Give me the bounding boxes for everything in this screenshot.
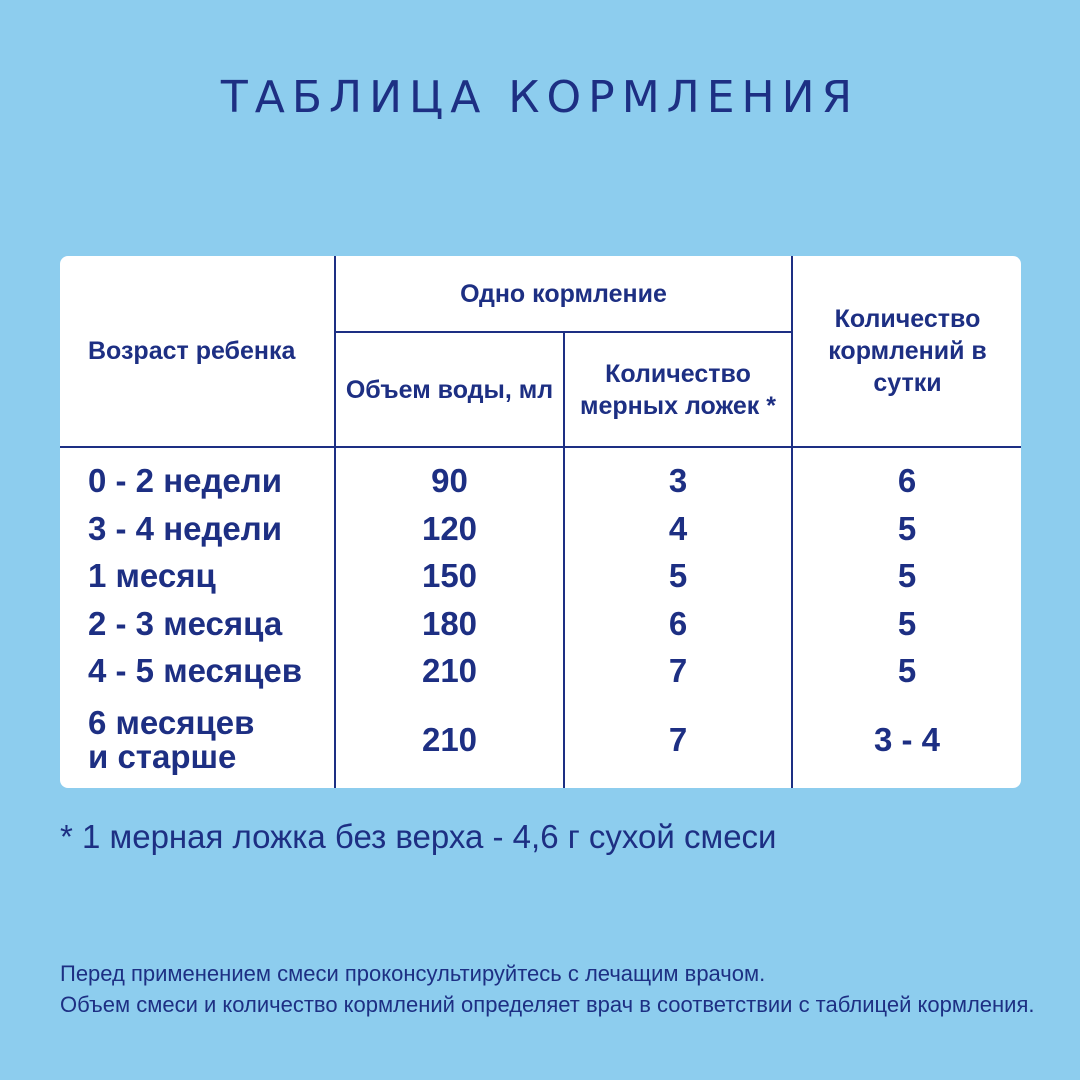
header-one-feeding: Одно кормление	[460, 279, 667, 308]
row-water: 210	[421, 721, 478, 758]
row-per-day: 5	[897, 652, 917, 689]
row-water: 90	[431, 462, 468, 499]
row-per-day: 5	[897, 605, 917, 642]
row-spoons: 7	[668, 652, 688, 689]
footnote: * 1 мерная ложка без верха - 4,6 г сухой смеси	[60, 818, 777, 855]
row-per-day: 3 - 4	[873, 721, 941, 758]
row-per-day: 5	[897, 510, 917, 547]
row-water: 180	[421, 605, 478, 642]
row-per-day: 5	[897, 557, 917, 594]
row-spoons: 3	[668, 462, 688, 499]
row-age: 0 - 2 недели	[88, 462, 283, 499]
disclaimer-line: Объем смеси и количество кормлений определяет врач в соответствии с таблицей кормления.	[60, 992, 1035, 1017]
row-spoons: 4	[668, 510, 688, 547]
header-per-day: Количество кормлений в сутки	[828, 305, 987, 397]
row-age: 3 - 4 недели	[88, 510, 283, 547]
row-water: 210	[421, 652, 478, 689]
row-water: 120	[421, 510, 478, 547]
row-spoons: 7	[668, 721, 688, 758]
row-age: 2 - 3 месяца	[88, 605, 283, 642]
row-age: 6 месяцев и старше	[88, 704, 255, 775]
disclaimer	[60, 958, 1034, 1020]
header-spoons: Количество мерных ложек *	[580, 359, 776, 420]
header-water: Объем воды, мл	[345, 375, 554, 404]
header-age: Возраст ребенка	[88, 337, 296, 365]
row-per-day: 6	[897, 462, 917, 499]
row-age: 4 - 5 месяцев	[88, 652, 303, 689]
divider-h-header	[60, 446, 1021, 448]
row-spoons: 6	[668, 605, 688, 642]
disclaimer-line: Перед применением смеси проконсультируйтесь с лечащим врачом.	[60, 961, 766, 986]
page-title: ТАБЛИЦА КОРМЛЕНИЯ	[220, 72, 860, 123]
feeding-table	[60, 256, 1021, 788]
row-water: 150	[421, 557, 478, 594]
row-age: 1 месяц	[88, 557, 216, 594]
row-spoons: 5	[668, 557, 688, 594]
